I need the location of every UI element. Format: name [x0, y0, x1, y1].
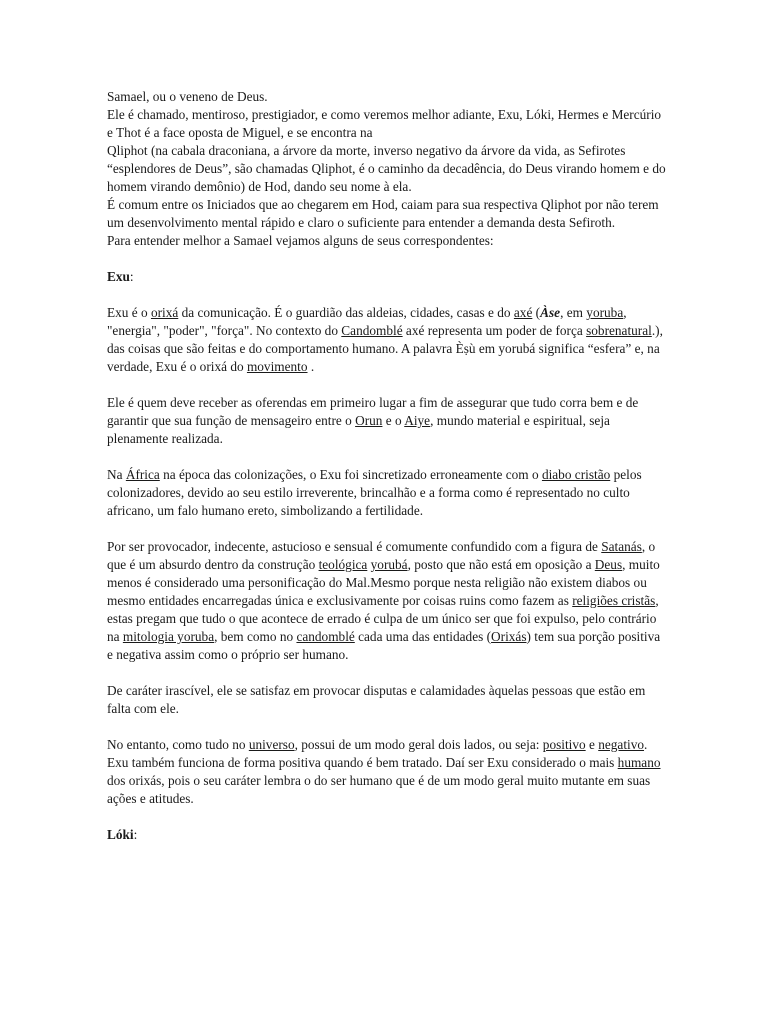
link-sobrenatural[interactable]: sobrenatural	[586, 323, 652, 338]
heading-loki-title: Lóki	[107, 827, 134, 842]
text: , possui de um modo geral dois lados, ou seja:	[294, 737, 543, 752]
text: , em	[560, 305, 587, 320]
link-religioes-cristas[interactable]: religiões cristãs	[572, 593, 656, 608]
text: , o que é um absurdo dentro da construção	[107, 539, 656, 572]
intro-line-2: Ele é chamado, mentiroso, prestigiador, e como veremos melhor adiante, Exu, Lóki, Hermes e Mercúrio e Thot é a face oposta de Miguel, e se encontra na	[107, 107, 662, 140]
link-satanas[interactable]: Satanás	[601, 539, 642, 554]
heading-exu-title: Exu	[107, 269, 130, 284]
text: , muito menos é considerado uma personificação do Mal.Mesmo porque nesta religião não existem diabos ou mesmo entidades encarregadas única e exclusivamente por coisas ruins como fazem as	[107, 557, 660, 608]
text: axé representa um poder de força	[402, 323, 587, 338]
link-mitologia-yoruba[interactable]: mitologia yoruba	[122, 629, 215, 644]
text: , bem como no	[214, 629, 297, 644]
link-humano[interactable]: humano	[617, 755, 661, 770]
link-yoruba[interactable]: yoruba	[586, 305, 624, 320]
paragraph-exu-4	[107, 538, 667, 664]
heading-exu-colon: :	[129, 269, 134, 284]
paragraph-exu-1	[107, 304, 667, 376]
text: . Exu também funciona de forma positiva quando é bem tratado. Daí ser Exu considerado o mais	[107, 737, 648, 770]
link-orixa[interactable]: orixá	[150, 305, 179, 320]
section-heading-exu	[107, 268, 667, 286]
text: Por ser provocador, indecente, astucioso e sensual é comumente confundido com a figura de	[107, 539, 602, 554]
link-yoruba-2[interactable]: yorubá	[370, 557, 408, 572]
link-candomble-2[interactable]: candomblé	[296, 629, 355, 644]
link-orun[interactable]: Orun	[355, 413, 383, 428]
text: dos orixás, pois o seu caráter lembra o do ser humano que é de um modo geral muito mutante em suas ações e atitudes.	[107, 773, 651, 806]
text: , estas pregam que tudo o que acontece de errado é culpa de um único ser que foi expulso, pelo contrário na	[107, 593, 659, 644]
text: .	[307, 359, 315, 374]
link-orixas[interactable]: Orixás	[491, 629, 527, 644]
link-diabo-cristao[interactable]: diabo cristão	[541, 467, 611, 482]
link-negativo[interactable]: negativo	[598, 737, 645, 752]
link-africa[interactable]: África	[125, 467, 160, 482]
paragraph-exu-3	[107, 466, 667, 520]
document-body	[107, 88, 667, 844]
intro-line-3: Qliphot (na cabala draconiana, a árvore da morte, inverso negativo da árvore da vida, as Sefirotes “esplendores de Deus”, são chamadas Qliphot, é o caminho da decadência, do Deus virando homem e do homem virando demônio) de Hod, dando seu nome à ela.	[107, 143, 666, 194]
paragraph-exu-5: De caráter irascível, ele se satisfaz em provocar disputas e calamidades àquelas pessoas que estão em falta com ele.	[107, 683, 646, 716]
link-deus[interactable]: Deus	[594, 557, 623, 572]
intro-line-4: É comum entre os Iniciados que ao chegarem em Hod, caiam para sua respectiva Qliphot por não terem um desenvolvimento mental rápido e claro o suficiente para entender a demanda desta Sefiroth.	[107, 197, 659, 230]
text: e o	[382, 413, 405, 428]
text: , "energia", "poder", "força". No contexto do	[107, 305, 627, 338]
term-ase: Àse	[540, 305, 561, 320]
paragraph-exu-2	[107, 394, 667, 448]
text: ) tem sua porção positiva e negativa assim como o próprio ser humano.	[107, 629, 661, 662]
text: na época das colonizações, o Exu foi sincretizado erroneamente com o	[159, 467, 542, 482]
intro-line-5: Para entender melhor a Samael vejamos alguns de seus correspondentes:	[107, 233, 494, 248]
link-universo[interactable]: universo	[248, 737, 295, 752]
text: Ele é quem deve receber as oferendas em primeiro lugar a fim de assegurar que tudo corra bem e de garantir que sua função de mensageiro entre o	[107, 395, 639, 428]
link-positivo[interactable]: positivo	[542, 737, 586, 752]
text: (	[532, 305, 541, 320]
text: e	[585, 737, 599, 752]
link-axe[interactable]: axé	[513, 305, 533, 320]
text: da comunicação. É o guardião das aldeias, cidades, casas e do	[178, 305, 514, 320]
text: .), das coisas que são feitas e do comportamento humano. A palavra Èṣù em yorubá significa “esfera” e, na verdade, Exu é o orixá do	[107, 323, 663, 374]
heading-loki-colon: :	[133, 827, 138, 842]
text: , mundo material e espiritual, seja plenamente realizada.	[107, 413, 610, 446]
intro-line-1: Samael, ou o veneno de Deus.	[107, 89, 268, 104]
link-aiye[interactable]: Aiye	[404, 413, 431, 428]
section-heading-loki	[107, 826, 667, 844]
text: cada uma das entidades (	[354, 629, 492, 644]
text: Na	[107, 467, 126, 482]
link-candomble[interactable]: Candomblé	[341, 323, 403, 338]
text: pelos colonizadores, devido ao seu estilo irreverente, brincalhão e a forma como é representado no culto africano, um falo humano ereto, simbolizando a fertilidade.	[107, 467, 642, 518]
link-movimento[interactable]: movimento	[246, 359, 308, 374]
text: Exu é o	[107, 305, 151, 320]
paragraph-exu-6	[107, 736, 667, 808]
link-teologica[interactable]: teológica	[318, 557, 368, 572]
text: No entanto, como tudo no	[107, 737, 249, 752]
text: , posto que não está em oposição a	[407, 557, 595, 572]
